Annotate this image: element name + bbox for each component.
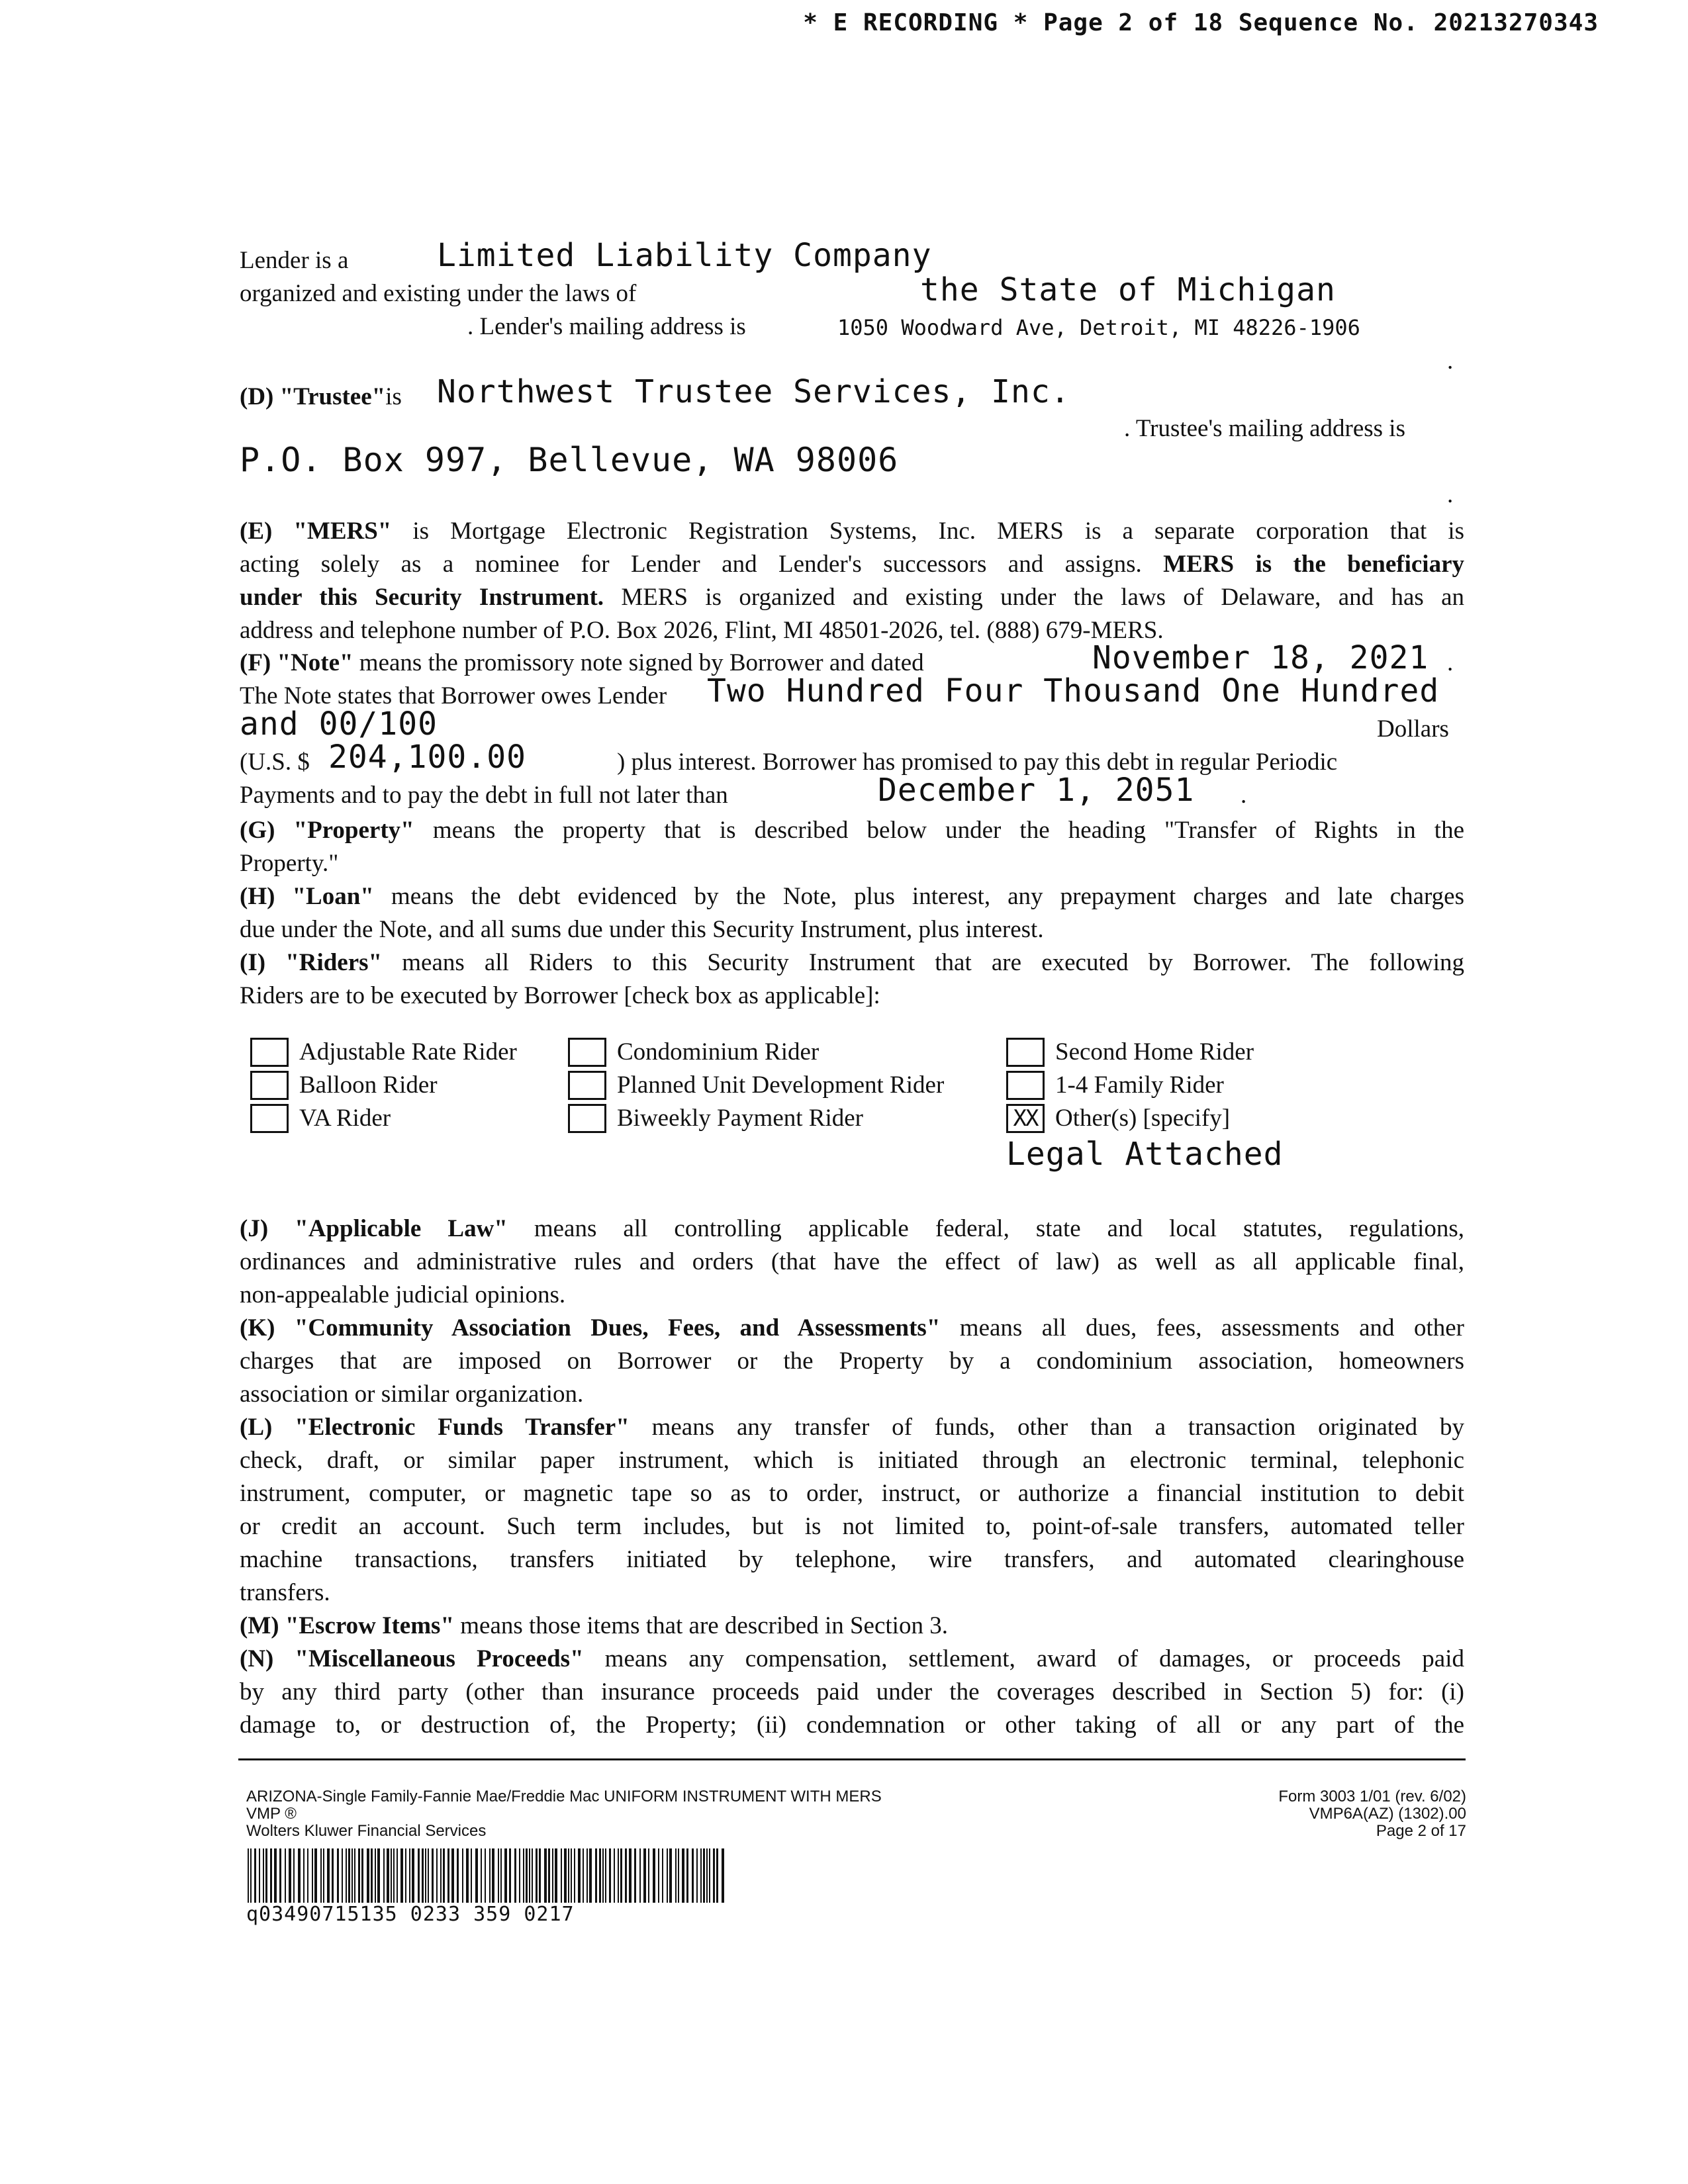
barcode-bar <box>279 1848 281 1903</box>
footer-vmp: VMP ® <box>246 1805 297 1823</box>
barcode-bar <box>371 1848 373 1903</box>
definitions-g-i <box>240 814 1464 1013</box>
note-amount: 204,100.00 <box>328 739 526 776</box>
barcode-bar <box>466 1848 469 1903</box>
barcode-bar <box>289 1848 291 1903</box>
barcode-bar <box>574 1848 575 1903</box>
barcode-bar <box>583 1848 584 1903</box>
barcode-bar <box>498 1848 499 1903</box>
lender-mailing-label: . Lender's mailing address is <box>467 313 746 340</box>
barcode-bar <box>298 1848 301 1903</box>
barcode-bar <box>667 1848 668 1903</box>
organized-under-label: organized and existing under the laws of <box>240 280 637 307</box>
barcode-bar <box>348 1848 350 1903</box>
mers-line-1: is Mortgage Electronic Registration Systems, Inc. MERS is a separate corporation that is <box>391 518 1464 545</box>
applicable-law-line-1: means all controlling applicable federal, state and local statutes, regulations, <box>507 1215 1464 1242</box>
barcode-bar <box>367 1848 369 1903</box>
property-label: (G) "Property" <box>240 817 414 844</box>
checkbox-va-rider[interactable] <box>250 1104 289 1133</box>
barcode-bar <box>428 1848 429 1903</box>
barcode-bar <box>457 1848 459 1903</box>
barcode-bar <box>523 1848 524 1903</box>
barcode-bar <box>618 1848 619 1903</box>
barcode-bar <box>400 1848 403 1903</box>
trustee-is: is <box>385 383 402 410</box>
barcode-bar <box>682 1848 684 1903</box>
barcode-bar <box>648 1848 649 1903</box>
barcode-bar <box>599 1848 601 1903</box>
note-amount-words-2: and 00/100 <box>240 705 438 743</box>
lender-mailing-address: 1050 Woodward Ave, Detroit, MI 48226-1906 <box>837 315 1360 340</box>
eft-line-6: transfers. <box>240 1579 330 1606</box>
note-amount-words-1: Two Hundred Four Thousand One Hundred <box>707 672 1440 709</box>
label-second-home-rider: Second Home Rider <box>1055 1038 1254 1066</box>
barcode-bar <box>432 1848 434 1903</box>
barcode-bar <box>716 1848 718 1903</box>
barcode-bar <box>337 1848 339 1903</box>
trustee-address: P.O. Box 997, Bellevue, WA 98006 <box>240 441 899 479</box>
barcode-bar <box>706 1848 708 1903</box>
barcode-number: q03490715135 0233 359 0217 <box>246 1903 575 1926</box>
lender-state: the State of Michigan <box>920 271 1336 308</box>
applicable-law-line-2: ordinances and administrative rules and orders (that have the effect of law) as well as all applicable final, <box>240 1248 1464 1275</box>
barcode-bar <box>536 1848 538 1903</box>
community-association-line-2: charges that are imposed on Borrower or the Property by a condominium association, homeowners <box>240 1347 1464 1375</box>
eft-label: (L) "Electronic Funds Transfer" <box>240 1414 630 1441</box>
barcode <box>246 1848 725 1903</box>
barcode-bar <box>678 1848 679 1903</box>
barcode-bar <box>686 1848 688 1903</box>
mers-line-3a: under this Security Instrument. <box>240 584 604 611</box>
barcode-bar <box>552 1848 553 1903</box>
mers-line-2b: MERS is the beneficiary <box>1163 551 1464 578</box>
note-date-period: . <box>1447 649 1454 676</box>
barcode-bar <box>397 1848 398 1903</box>
barcode-bar <box>620 1848 622 1903</box>
loan-label: (H) "Loan" <box>240 883 374 910</box>
barcode-bar <box>700 1848 702 1903</box>
barcode-bar <box>519 1848 520 1903</box>
checkbox-1-4-family-rider[interactable] <box>1006 1071 1045 1100</box>
barcode-bar <box>425 1848 426 1903</box>
barcode-bar <box>602 1848 604 1903</box>
footer-divider <box>238 1758 1466 1760</box>
misc-proceeds-line-3: damage to, or destruction of, the Property; (ii) condemnation or other taking of all or any part of the <box>240 1711 1464 1739</box>
property-line-1: means the property that is described below under the heading "Transfer of Rights in the <box>414 817 1464 844</box>
lender-type: Limited Liability Company <box>437 237 932 274</box>
barcode-bar <box>489 1848 491 1903</box>
barcode-bar <box>354 1848 355 1903</box>
barcode-bar <box>544 1848 547 1903</box>
barcode-bar <box>526 1848 528 1903</box>
mers-label: (E) "MERS" <box>240 518 392 545</box>
label-1-4-family-rider: 1-4 Family Rider <box>1055 1071 1224 1099</box>
barcode-bar <box>409 1848 410 1903</box>
lender-end-period: . <box>1447 347 1454 375</box>
applicable-law-line-3: non-appealable judicial opinions. <box>240 1281 566 1308</box>
barcode-bar <box>475 1848 478 1903</box>
community-association-label: (K) "Community Association Dues, Fees, and Assessments" <box>240 1314 941 1342</box>
barcode-bar <box>669 1848 672 1903</box>
us-dollar-prefix: (U.S. $ <box>240 749 310 776</box>
barcode-bar <box>393 1848 395 1903</box>
barcode-bar <box>504 1848 507 1903</box>
barcode-bar <box>248 1848 249 1903</box>
checkbox-planned-unit-development-rider[interactable] <box>568 1071 606 1100</box>
barcode-bar <box>436 1848 438 1903</box>
barcode-bar <box>440 1848 442 1903</box>
barcode-bar <box>514 1848 516 1903</box>
escrow-items-label: (M) "Escrow Items" <box>240 1612 454 1639</box>
label-planned-unit-development-rider: Planned Unit Development Rider <box>617 1071 945 1099</box>
barcode-bar <box>391 1848 392 1903</box>
barcode-bar <box>462 1848 463 1903</box>
checkbox-second-home-rider[interactable] <box>1006 1038 1045 1067</box>
barcode-bar <box>561 1848 562 1903</box>
barcode-bar <box>485 1848 486 1903</box>
checkbox-biweekly-payment-rider[interactable] <box>568 1104 606 1133</box>
barcode-bar <box>447 1848 449 1903</box>
mers-line-2a: acting solely as a nominee for Lender and Lender's successors and assigns. <box>240 551 1142 578</box>
eft-line-1: means any transfer of funds, other than a transaction originated by <box>629 1414 1464 1441</box>
riders-label: (I) "Riders" <box>240 949 383 976</box>
barcode-bar <box>259 1848 260 1903</box>
barcode-bar <box>451 1848 454 1903</box>
barcode-bar <box>327 1848 330 1903</box>
mers-line-4: address and telephone number of P.O. Box 2026, Flint, MI 48501-2026, tel. (888) 679-MERS. <box>240 617 1164 644</box>
property-line-2: Property." <box>240 850 339 877</box>
barcode-bar <box>662 1848 663 1903</box>
barcode-bar <box>481 1848 482 1903</box>
other-riders-specified: Legal Attached <box>1006 1136 1284 1173</box>
barcode-bar <box>692 1848 694 1903</box>
community-association-line-1: means all dues, fees, assessments and other <box>940 1314 1464 1342</box>
barcode-bar <box>250 1848 252 1903</box>
barcode-bar <box>709 1848 710 1903</box>
barcode-bar <box>595 1848 597 1903</box>
maturity-date: December 1, 2051 <box>878 772 1195 809</box>
misc-proceeds-label: (N) "Miscellaneous Proceeds" <box>240 1645 584 1672</box>
barcode-bar <box>358 1848 360 1903</box>
riders-line-2: Riders are to be executed by Borrower [check box as applicable]: <box>240 982 880 1009</box>
eft-line-2: check, draft, or similar paper instrument, which is initiated through an electronic terminal, telephonic <box>240 1447 1464 1474</box>
barcode-bar <box>605 1848 606 1903</box>
label-other-riders: Other(s) [specify] <box>1055 1105 1231 1132</box>
checkbox-condominium-rider[interactable] <box>568 1038 606 1067</box>
footer-publisher: Wolters Kluwer Financial Services <box>246 1822 487 1840</box>
barcode-bar <box>653 1848 655 1903</box>
barcode-bar <box>346 1848 347 1903</box>
barcode-bar <box>625 1848 627 1903</box>
lender-is-a-label: Lender is a <box>240 247 349 274</box>
barcode-bar <box>352 1848 353 1903</box>
barcode-bar <box>471 1848 472 1903</box>
eft-line-3: instrument, computer, or magnetic tape so as to order, instruct, or authorize a financial institution to debit <box>240 1480 1464 1507</box>
barcode-bar <box>609 1848 611 1903</box>
barcode-bar <box>564 1848 567 1903</box>
definitions-j-n <box>240 1212 1464 1742</box>
misc-proceeds-line-1: means any compensation, settlement, award of damages, or proceeds paid <box>583 1645 1464 1672</box>
label-va-rider: VA Rider <box>299 1105 391 1132</box>
footer-form-title: ARIZONA-Single Family-Fannie Mae/Freddie Mac UNIFORM INSTRUMENT WITH MERS <box>246 1788 882 1805</box>
barcode-bar <box>254 1848 256 1903</box>
barcode-bar <box>643 1848 646 1903</box>
barcode-bar <box>314 1848 317 1903</box>
barcode-bar <box>307 1848 308 1903</box>
eft-line-4: or credit an account. Such term includes, but is not limited to, point-of-sale transfers, automated teller <box>240 1513 1464 1540</box>
loan-line-2: due under the Note, and all sums due under this Security Instrument, plus interest. <box>240 916 1044 943</box>
barcode-bar <box>320 1848 322 1903</box>
trustee-label: (D) "Trustee" <box>240 383 386 410</box>
barcode-bar <box>614 1848 615 1903</box>
mers-definition <box>240 515 1464 647</box>
barcode-bar <box>405 1848 406 1903</box>
eft-line-5: machine transactions, transfers initiated by telephone, wire transfers, and automated clearinghouse <box>240 1546 1464 1573</box>
barcode-bar <box>265 1848 267 1903</box>
misc-proceeds-line-2: by any third party (other than insurance proceeds paid under the coverages described in Section 5) for: (i) <box>240 1678 1464 1706</box>
note-label: (F) "Note" <box>240 649 353 676</box>
barcode-bar <box>418 1848 420 1903</box>
barcode-bar <box>312 1848 313 1903</box>
barcode-bar <box>568 1848 569 1903</box>
checkbox-adjustable-rate-rider[interactable] <box>250 1038 289 1067</box>
barcode-bar <box>555 1848 557 1903</box>
barcode-bar <box>629 1848 632 1903</box>
barcode-bar <box>539 1848 541 1903</box>
barcode-bar <box>270 1848 272 1903</box>
barcode-bar <box>578 1848 581 1903</box>
barcode-bar <box>492 1848 494 1903</box>
barcode-bar <box>548 1848 550 1903</box>
checkbox-balloon-rider[interactable] <box>250 1071 289 1100</box>
barcode-bar <box>323 1848 324 1903</box>
barcode-bar <box>722 1848 724 1903</box>
footer-page-number: Page 2 of 17 <box>1376 1822 1466 1840</box>
escrow-items-line-1: means those items that are described in Section 3. <box>454 1612 948 1639</box>
label-balloon-rider: Balloon Rider <box>299 1071 438 1099</box>
barcode-bar <box>375 1848 376 1903</box>
barcode-bar <box>509 1848 511 1903</box>
community-association-line-3: association or similar organization. <box>240 1381 584 1408</box>
trustee-mailing-label: . Trustee's mailing address is <box>1124 415 1405 442</box>
label-condominium-rider: Condominium Rider <box>617 1038 820 1066</box>
barcode-bar <box>696 1848 698 1903</box>
barcode-bar <box>383 1848 385 1903</box>
footer-vmp-code: VMP6A(AZ) (1302).00 <box>1309 1805 1466 1823</box>
barcode-bar <box>263 1848 264 1903</box>
barcode-bar <box>412 1848 414 1903</box>
barcode-bar <box>443 1848 445 1903</box>
barcode-bar <box>639 1848 641 1903</box>
barcode-bar <box>675 1848 677 1903</box>
note-text-3: ) plus interest. Borrower has promised to pay this debt in regular Periodic <box>617 749 1338 776</box>
trustee-end-period: . <box>1447 481 1454 508</box>
barcode-bar <box>303 1848 305 1903</box>
loan-line-1: means the debt evidenced by the Note, plus interest, any prepayment charges and late charges <box>373 883 1464 910</box>
barcode-bar <box>293 1848 295 1903</box>
barcode-bar <box>274 1848 277 1903</box>
recording-stamp: * E RECORDING * Page 2 of 18 Sequence No. 20213270343 <box>803 9 1599 36</box>
barcode-bar <box>703 1848 705 1903</box>
note-text-2: The Note states that Borrower owes Lender <box>240 682 667 709</box>
applicable-law-label: (J) "Applicable Law" <box>240 1215 508 1242</box>
trustee-name: Northwest Trustee Services, Inc. <box>437 373 1070 410</box>
barcode-bar <box>586 1848 588 1903</box>
note-text-4: Payments and to pay the debt in full not later than <box>240 782 728 809</box>
barcode-bar <box>634 1848 636 1903</box>
barcode-bar <box>589 1848 592 1903</box>
barcode-bar <box>377 1848 380 1903</box>
barcode-bar <box>532 1848 533 1903</box>
barcode-bar <box>500 1848 502 1903</box>
barcode-bar <box>332 1848 334 1903</box>
barcode-bar <box>342 1848 343 1903</box>
riders-line-1: means all Riders to this Security Instrument that are executed by Borrower. The following <box>382 949 1464 976</box>
footer-form-number: Form 3003 1/01 (rev. 6/02) <box>1278 1788 1466 1805</box>
barcode-bar <box>571 1848 572 1903</box>
barcode-bar <box>658 1848 659 1903</box>
barcode-bar <box>529 1848 530 1903</box>
barcode-bar <box>387 1848 389 1903</box>
barcode-bar <box>361 1848 363 1903</box>
note-text-1: means the promissory note signed by Borrower and dated <box>353 649 924 676</box>
barcode-bar <box>422 1848 424 1903</box>
barcode-bar <box>285 1848 286 1903</box>
label-biweekly-payment-rider: Biweekly Payment Rider <box>617 1105 863 1132</box>
mers-line-3b: MERS is organized and existing under the laws of Delaware, and has an <box>604 584 1464 611</box>
label-adjustable-rate-rider: Adjustable Rate Rider <box>299 1038 517 1066</box>
note-date: November 18, 2021 <box>1092 639 1429 676</box>
checkbox-other-riders[interactable]: XX <box>1006 1104 1045 1133</box>
dollars-label: Dollars <box>1377 715 1449 743</box>
maturity-period: . <box>1241 782 1247 809</box>
barcode-bar <box>713 1848 715 1903</box>
